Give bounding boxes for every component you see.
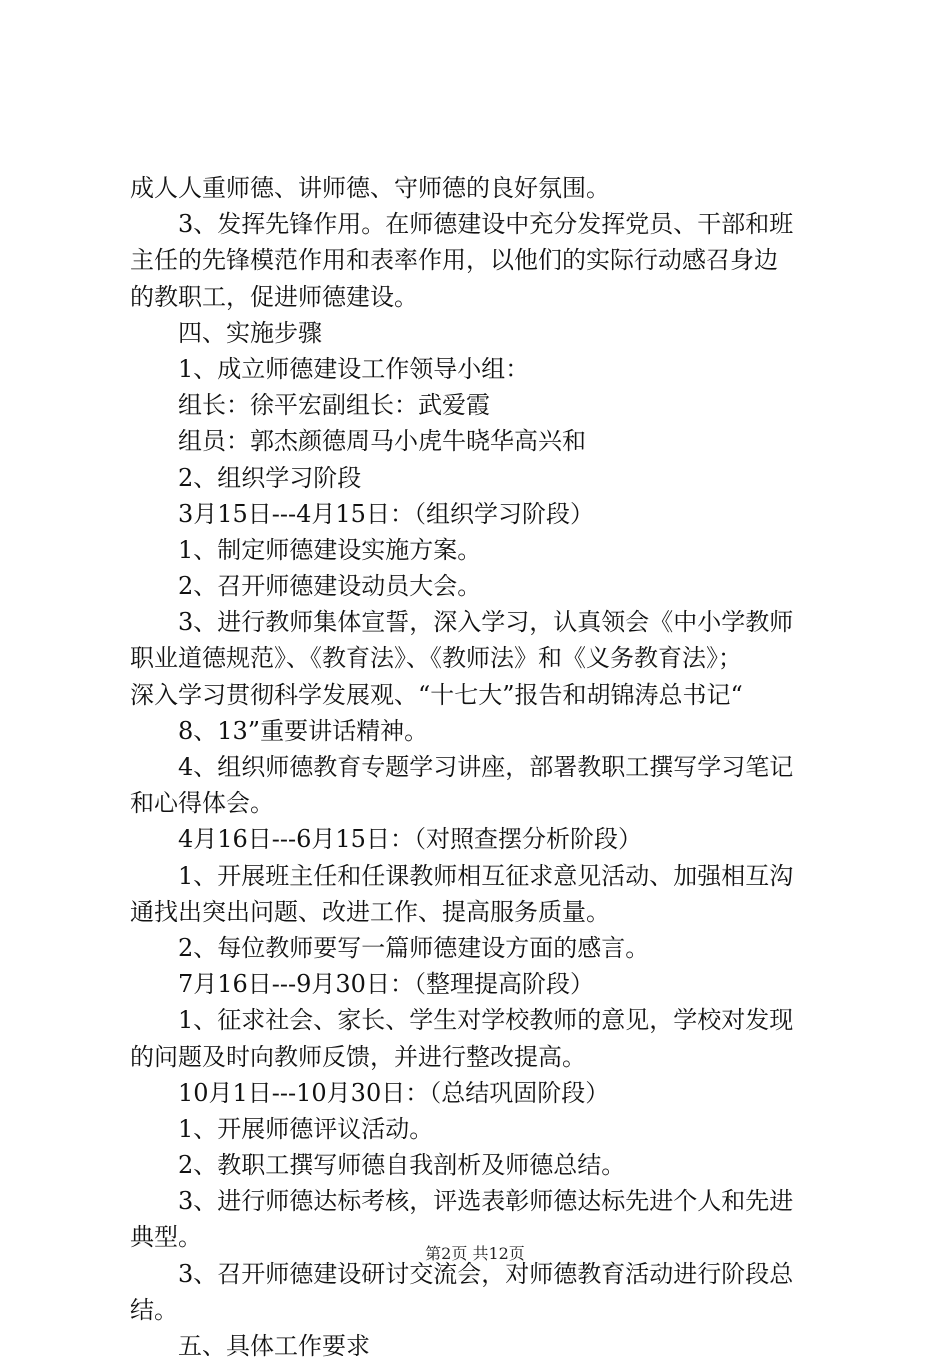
- text-line: 的教职工，促进师德建设。: [130, 282, 418, 311]
- text-line: 1、成立师德建设工作领导小组：: [178, 354, 530, 383]
- text-line: 五、具体工作要求: [178, 1332, 370, 1360]
- text-line: 1、征求社会、家长、学生对学校教师的意见，学校对发现: [178, 1006, 794, 1035]
- text-line: 典型。: [130, 1223, 202, 1252]
- text-line: 深入学习贯彻科学发展观、“十七大”报告和胡锦涛总书记“: [130, 680, 743, 709]
- text-line: 7月16日---9月30日：（整理提高阶段）: [178, 970, 594, 999]
- text-line: 组长：徐平宏副组长：武爱霞: [178, 391, 490, 420]
- text-line: 2、每位教师要写一篇师德建设方面的感言。: [178, 933, 650, 962]
- text-line: 2、教职工撰写师德自我剖析及师德总结。: [178, 1151, 626, 1180]
- text-line: 2、召开师德建设动员大会。: [178, 572, 482, 601]
- text-line: 的问题及时向教师反馈，并进行整改提高。: [130, 1042, 586, 1071]
- document-body: [130, 170, 830, 1364]
- text-line: 1、开展班主任和任课教师相互征求意见活动、加强相互沟: [178, 861, 794, 890]
- text-line: 1、制定师德建设实施方案。: [178, 535, 482, 564]
- text-line: 组员：郭杰颜德周马小虎牛晓华高兴和: [178, 427, 586, 456]
- text-line: 通找出突出问题、改进工作、提高服务质量。: [130, 897, 610, 926]
- text-line: 2、组织学习阶段: [178, 463, 362, 492]
- text-line: 成人人重师德、讲师德、守师德的良好氛围。: [130, 174, 610, 202]
- text-line: 结。: [130, 1295, 178, 1324]
- text-line: 主任的先锋模范作用和表率作用，以他们的实际行动感召身边: [130, 246, 778, 275]
- text-line: 8、13”重要讲话精神。: [178, 716, 429, 745]
- text-line: 职业道德规范》、《教育法》、《教师法》和《义务教育法》；: [130, 644, 742, 673]
- text-line: 4月16日---6月15日：（对照查摆分析阶段）: [178, 825, 642, 854]
- text-line: 3、进行师德达标考核，评选表彰师德达标先进个人和先进: [178, 1187, 794, 1216]
- text-line: 3、发挥先锋作用。在师德建设中充分发挥党员、干部和班: [178, 210, 794, 239]
- text-line: 10月1日---10月30日：（总结巩固阶段）: [178, 1078, 610, 1107]
- text-line: 3、召开师德建设研讨交流会，对师德教育活动进行阶段总: [178, 1259, 794, 1288]
- text-line: 四、实施步骤: [178, 318, 322, 347]
- text-line: 4、组织师德教育专题学习讲座，部署教职工撰写学习笔记: [178, 753, 794, 781]
- text-line: 1、开展师德评议活动。: [178, 1114, 434, 1143]
- text-line: 和心得体会。: [130, 789, 274, 818]
- text-line: 3月15日---4月15日：（组织学习阶段）: [178, 499, 594, 528]
- text-line: 3、进行教师集体宣誓，深入学习，认真领会《中小学教师: [178, 608, 794, 637]
- page-footer: 第2页 共12页: [425, 1244, 525, 1263]
